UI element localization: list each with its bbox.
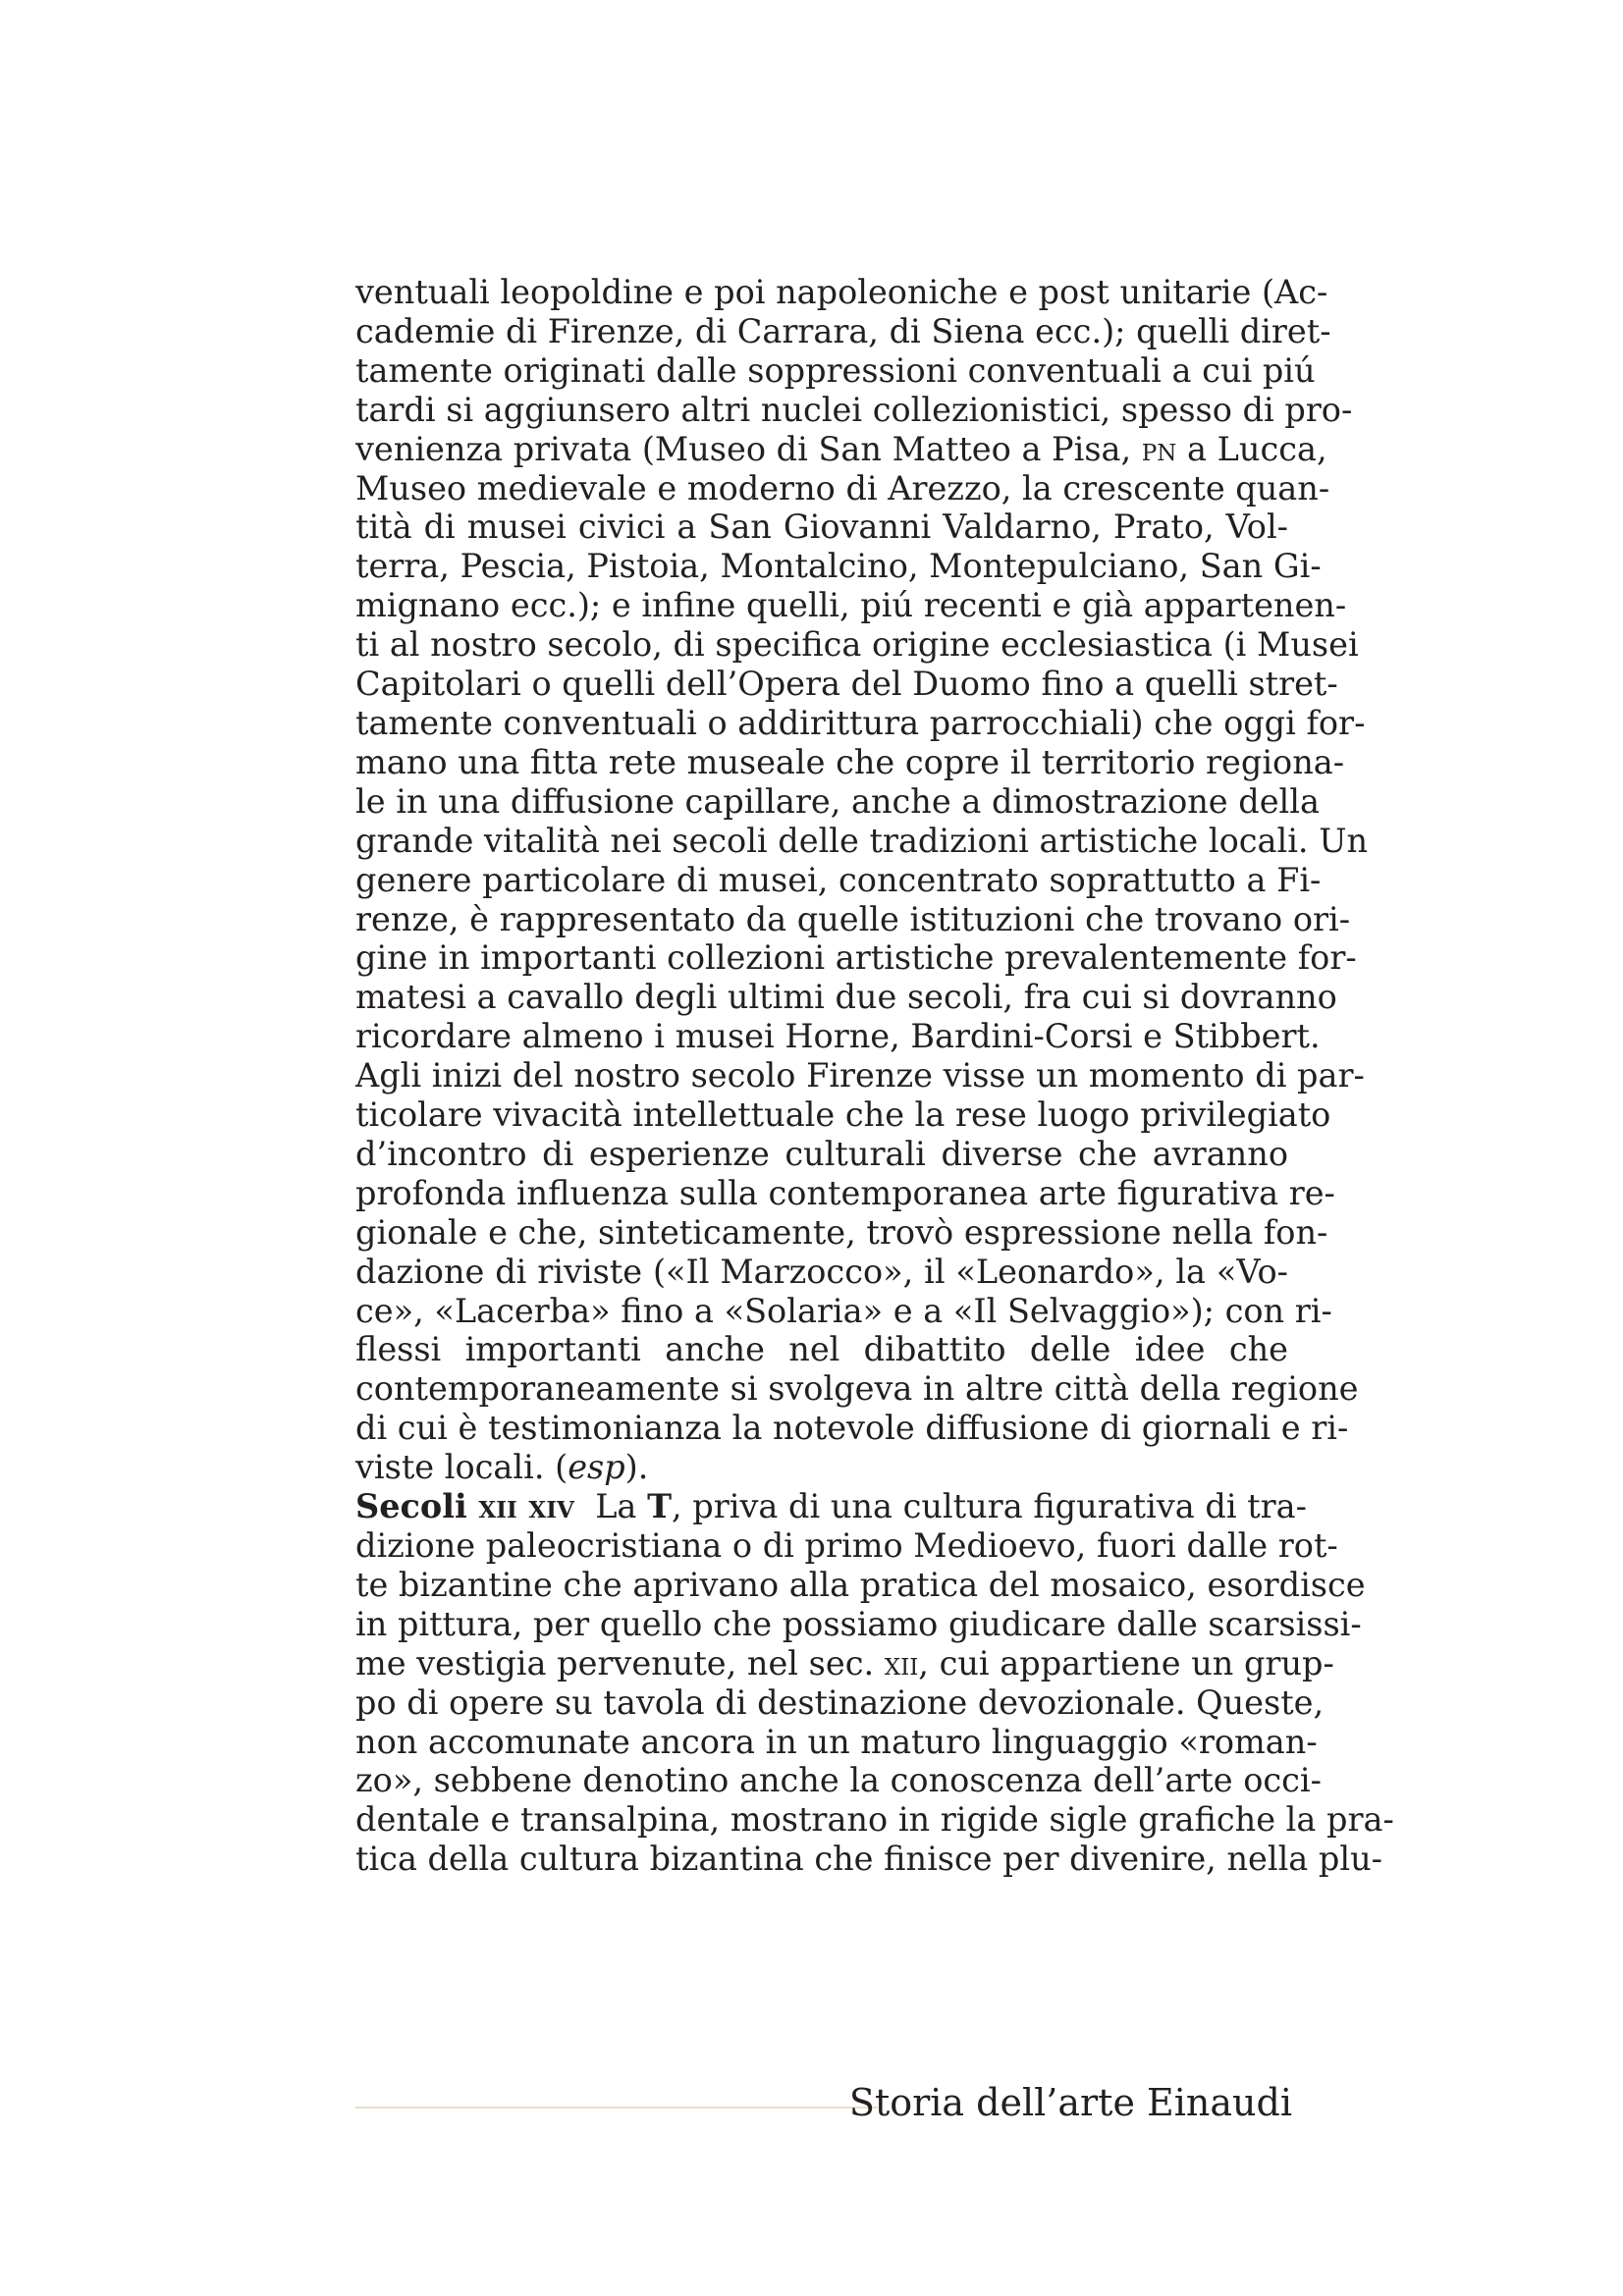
text-line: ventuali leopoldine e poi napoleoniche e post unitarie (Ac- [355,273,1328,311]
abbreviation: pn [1141,429,1177,468]
text-line: tamente originati dalle soppressioni conventuali a cui piú [355,350,1316,390]
text-line: dazione di riviste («Il Marzocco», il «Leonardo», la «Vo- [355,1252,1288,1291]
text-line: profonda influenza sulla contemporanea arte figurativa re- [355,1173,1335,1212]
text-line: dentale e transalpina, mostrano in rigide sigle grafiche la pra- [355,1800,1394,1840]
text-line: grande vitalità nei secoli delle tradizioni artistiche locali. Un [355,821,1369,860]
text-line: genere particolare di musei, concentrato soprattutto a Fi- [355,860,1322,899]
text-line: tardi si aggiunsero altri nuclei collezionistici, spesso di pro- [355,390,1353,429]
text-line: Agli inizi del nostro secolo Firenze visse un momento di par- [355,1056,1365,1095]
text-line: di cui è testimonianza la notevole diffusione di giornali e ri- [355,1409,1349,1448]
text-line: gine in importanti collezioni artistiche prevalentemente for- [355,938,1357,978]
text-line: viste locali. (esp). [355,1448,649,1487]
text-line: ce», «Lacerba» fino a «Solaria» e a «Il Selvaggio»); con ri- [355,1291,1332,1330]
text-line: le in una diffusione capillare, anche a dimostrazione della [355,781,1320,821]
century-numeral: xii [884,1643,919,1682]
text-line: tica della cultura bizantina che finisce per divenire, nella plu- [355,1840,1382,1879]
text-line: tità di musei civici a San Giovanni Valdarno, Prato, Vol- [355,507,1288,547]
text-line: me vestigia pervenute, nel sec. xii, cui appartiene un grup- [355,1643,1334,1682]
text-line: d’incontro di esperienze culturali diverse che avranno [355,1134,1288,1173]
text-line: renze, è rappresentato da quelle istituzioni che trovano ori- [355,899,1351,938]
text-line: ticolare vivacità intellettuale che la rese luogo privilegiato [355,1095,1331,1135]
text-line: matesi a cavallo degli ultimi due secoli, fra cui si dovranno [355,978,1337,1017]
text-line: non accomunate ancora in un maturo linguaggio «roman- [355,1722,1318,1761]
text-line: ricordare almeno i musei Horne, Bardini-Corsi e Stibbert. [355,1017,1321,1056]
text-line: gionale e che, sinteticamente, trovò espressione nella fon- [355,1212,1328,1252]
text-line: po di opere su tavola di destinazione devozionale. Queste, [355,1682,1325,1722]
text-line: contemporaneamente si svolgeva in altre città della regione [355,1369,1359,1409]
text-line: flessi importanti anche nel dibattito delle idee che [355,1330,1288,1369]
region-abbreviation: T [647,1487,672,1526]
text-line: zo», sebbene denotino anche la conoscenza dell’arte occi- [355,1761,1322,1800]
text-line: te bizantine che aprivano alla pratica del mosaico, esordisce [355,1565,1366,1604]
text-line: cademie di Firenze, di Carrara, di Siena ecc.); quelli diret- [355,311,1331,350]
text-line: tamente conventuali o addirittura parrocchiali) che oggi for- [355,703,1366,742]
text-line: in pittura, per quello che possiamo giudicare dalle scarsissi- [355,1604,1362,1643]
section-heading: Secoli xii xiv [355,1487,574,1526]
text-line: Museo medievale e moderno di Arezzo, la crescente quan- [355,468,1330,507]
text-line: terra, Pescia, Pistoia, Montalcino, Montepulciano, San Gi- [355,547,1322,586]
section-heading-line: Secoli xii xiv La T, priva di una cultura figurativa di tra- [355,1487,1307,1526]
text-line: venienza privata (Museo di San Matteo a Pisa, pn a Lucca, [355,429,1327,468]
text-line: dizione paleocristiana o di primo Medioevo, fuori dalle rot- [355,1526,1338,1565]
body-text [355,273,1394,1879]
text-line: ti al nostro secolo, di specifica origine ecclesiastica (i Musei [355,625,1359,665]
footer-title: Storia dell’arte Einaudi [848,2081,1292,2124]
text-line: Capitolari o quelli dell’Opera del Duomo fino a quelli stret- [355,665,1338,704]
text-line: mano una fitta rete museale che copre il territorio regiona- [355,742,1345,781]
text-line: mignano ecc.); e infine quelli, piú recenti e già appartenen- [355,586,1347,625]
footer-divider [355,2107,878,2109]
author-initials: esp [568,1448,625,1487]
